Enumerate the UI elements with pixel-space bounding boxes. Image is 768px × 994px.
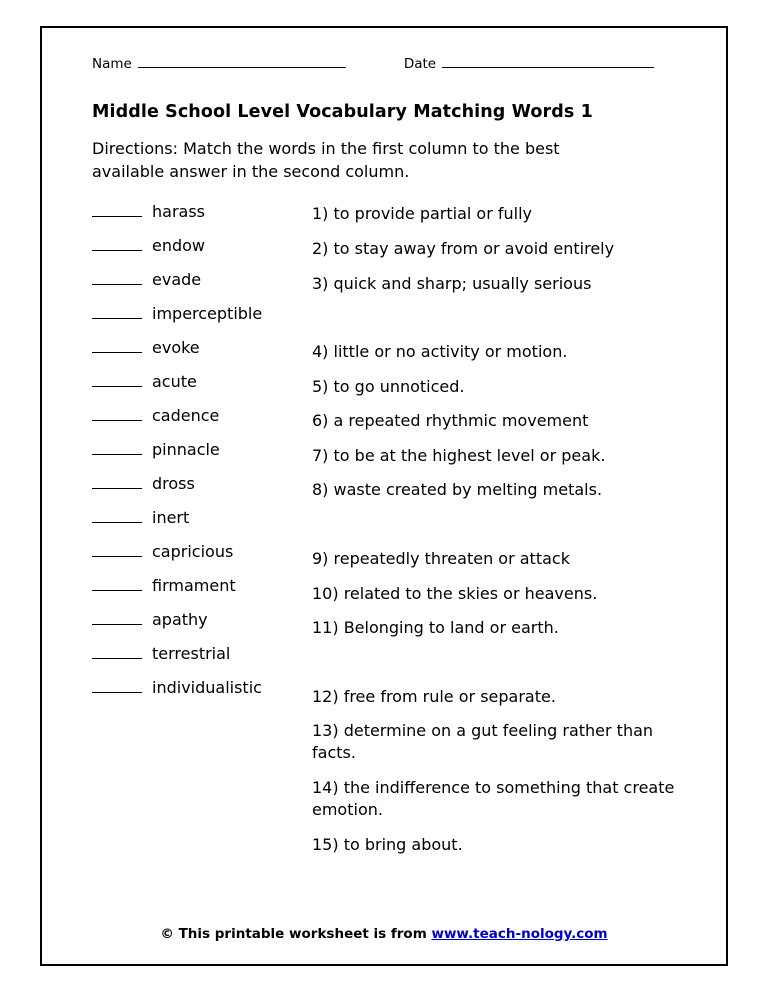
word-row	[92, 203, 312, 237]
word-label: terrestrial	[152, 644, 231, 664]
footer-link[interactable]: www.teach-nology.com	[431, 926, 608, 942]
answer-blank[interactable]	[92, 272, 142, 285]
word-label: apathy	[152, 610, 208, 630]
definition-item: 14) the indifference to something that create emotion.	[312, 778, 675, 820]
words-column	[92, 203, 312, 868]
definition-item: 12) free from rule or separate.	[312, 686, 556, 706]
definition-item: 2) to stay away from or avoid entirely	[312, 239, 615, 259]
word-row	[92, 577, 312, 611]
definition-item: 5) to go unnoticed.	[312, 376, 465, 396]
word-label: individualistic	[152, 678, 262, 698]
word-label: harass	[152, 202, 205, 222]
definition-item: 10) related to the skies or heavens.	[312, 583, 598, 603]
word-row	[92, 509, 312, 543]
word-label: dross	[152, 474, 195, 494]
word-row	[92, 407, 312, 441]
page-title: Middle School Level Vocabulary Matching Words 1	[92, 102, 593, 122]
word-label: imperceptible	[152, 304, 263, 324]
date-label: Date	[403, 56, 437, 72]
footer	[42, 926, 726, 942]
answer-blank[interactable]	[92, 578, 142, 591]
word-row	[92, 305, 312, 339]
answer-blank[interactable]	[92, 680, 142, 693]
answer-blank[interactable]	[92, 510, 142, 523]
answer-blank[interactable]	[92, 612, 142, 625]
worksheet-page	[40, 26, 728, 966]
definition-item: 11) Belonging to land or earth.	[312, 618, 559, 638]
word-label: evoke	[152, 338, 200, 358]
answer-blank[interactable]	[92, 408, 142, 421]
definition-item: 4) little or no activity or motion.	[312, 342, 568, 362]
word-row	[92, 373, 312, 407]
word-label: inert	[152, 508, 190, 528]
word-label: pinnacle	[152, 440, 220, 460]
footer-text: © This printable worksheet is from	[160, 926, 432, 942]
directions-text: Directions: Match the words in the first column to the best available answer in the second column.	[92, 139, 560, 181]
answer-blank[interactable]	[92, 646, 142, 659]
definition-item: 9) repeatedly threaten or attack	[312, 549, 570, 569]
definitions-column	[312, 203, 688, 868]
answer-blank[interactable]	[92, 476, 142, 489]
word-row	[92, 339, 312, 373]
answer-blank[interactable]	[92, 442, 142, 455]
word-label: acute	[152, 372, 197, 392]
definition-item: 7) to be at the highest level or peak.	[312, 445, 606, 465]
answer-blank[interactable]	[92, 340, 142, 353]
definition-item: 6) a repeated rhythmic movement	[312, 411, 589, 431]
word-label: firmament	[152, 576, 236, 596]
word-row	[92, 611, 312, 645]
definition-item: 13) determine on a gut feeling rather than facts.	[312, 721, 654, 763]
answer-blank[interactable]	[92, 306, 142, 319]
word-label: cadence	[152, 406, 220, 426]
matching-columns	[92, 203, 688, 868]
word-row	[92, 441, 312, 475]
definition-item: 1) to provide partial or fully	[312, 204, 533, 224]
answer-blank[interactable]	[92, 544, 142, 557]
word-row	[92, 679, 312, 713]
definition-item: 3) quick and sharp; usually serious	[312, 273, 592, 293]
date-input-line[interactable]	[442, 56, 654, 68]
definition-item: 8) waste created by melting metals.	[312, 480, 603, 500]
word-row	[92, 271, 312, 305]
word-row	[92, 543, 312, 577]
answer-blank[interactable]	[92, 204, 142, 217]
name-date-header	[92, 56, 688, 72]
word-label: endow	[152, 236, 206, 256]
worksheet-content	[92, 48, 688, 954]
word-row	[92, 475, 312, 509]
word-label: evade	[152, 270, 202, 290]
answer-blank[interactable]	[92, 374, 142, 387]
name-label: Name	[92, 56, 132, 72]
answer-blank[interactable]	[92, 238, 142, 251]
word-row	[92, 645, 312, 679]
definition-item: 15) to bring about.	[312, 834, 463, 854]
word-label: capricious	[152, 542, 234, 562]
word-row	[92, 237, 312, 271]
name-input-line[interactable]	[138, 56, 346, 68]
